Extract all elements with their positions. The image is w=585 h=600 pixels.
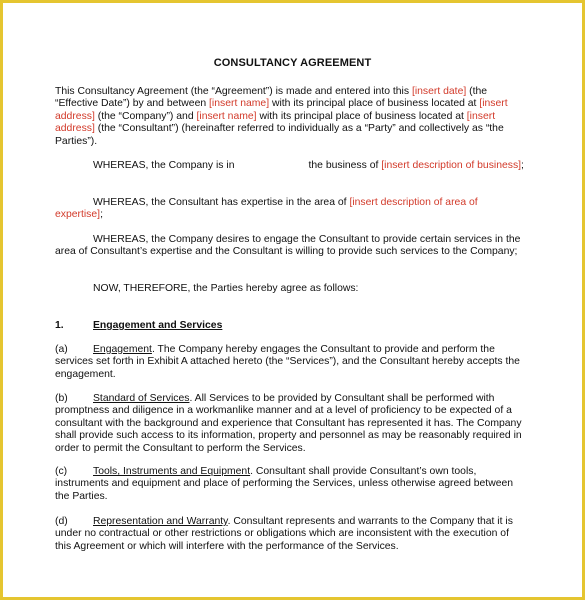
section-heading: Engagement and Services <box>93 320 223 331</box>
whereas2-text-1: WHEREAS, the Consultant has expertise in the area of <box>93 197 350 208</box>
intro-text-5: with its principal place of business located at <box>256 110 467 122</box>
placeholder-consultant-name: [insert name] <box>196 110 257 122</box>
document-title: CONSULTANCY AGREEMENT <box>213 57 372 69</box>
clause-title: Standard of Services <box>93 393 190 404</box>
intro-text-6: (the “Consultant”) (hereinafter referred to individually as a “Party” and collectively as “the Parties”). <box>55 123 504 147</box>
clause-title: Engagement <box>93 344 152 355</box>
section-number: 1. <box>55 320 64 331</box>
clause-b <box>55 393 525 455</box>
document-page <box>3 3 582 597</box>
clause-d <box>55 516 525 553</box>
whereas-business-paragraph <box>55 160 525 172</box>
intro-paragraph <box>55 86 525 148</box>
clause-a <box>55 344 525 381</box>
whereas1-text-3: ; <box>521 160 524 171</box>
intro-text-3: with its principal place of business located at <box>269 98 480 110</box>
whereas-engage-paragraph: WHEREAS, the Company desires to engage the Consultant to provide certain services in the area of Consultant’s expertise and the Consultant is willing to provide such services to the Company; <box>55 234 521 258</box>
intro-text-4: (the “Company”) and <box>94 110 197 122</box>
clause-text: . The Company hereby engages the Consultant to provide and perform the services set forth in Exhibit A attached hereto (the “Services”), and the Consultant hereby accepts the engagement. <box>55 344 520 380</box>
placeholder-date: [insert date] <box>411 86 467 97</box>
clause-text: . Consultant represents and warrants to the Company that it is under no contractual or other restrictions or obligations which are inconsistent with the execution of this Agreement or which will interfere with the performance of the Services. <box>55 516 513 552</box>
clause-label: (c) <box>55 466 68 477</box>
clause-c <box>55 466 525 503</box>
whereas2-text-2: ; <box>100 209 103 221</box>
clause-label: (b) <box>55 393 68 404</box>
intro-text-1: This Consultancy Agreement (the “Agreement”) is made and entered into this <box>55 86 412 97</box>
clause-label: (d) <box>55 516 68 527</box>
whereas-expertise-paragraph <box>55 197 525 222</box>
placeholder-expertise-description: [insert description of area of expertise] <box>55 197 478 221</box>
now-therefore-paragraph: NOW, THEREFORE, the Parties hereby agree as follows: <box>93 283 359 294</box>
clause-text: . All Services to be provided by Consultant shall be performed with promptness and diligence in a workmanlike manner and at a level of proficiency to be expected of a consultant with the background and experience that Consultant has represented it has. The Company shall provide such access to its information, property and personnel as may be reasonably required in order to permit the Consultant to perform the Services. <box>55 393 522 454</box>
whereas1-text-2: the business of <box>308 160 382 171</box>
whereas1-text-1: WHEREAS, the Company is in <box>93 160 235 171</box>
placeholder-consultant-address: [insert address] <box>55 110 496 135</box>
clause-text: . Consultant shall provide Consultant’s own tools, instruments and equipment and place of performing the Services, unless otherwise agreed between the Parties. <box>55 466 514 502</box>
placeholder-business-description: [insert description of business] <box>381 160 522 171</box>
placeholder-company-name: [insert name] <box>209 98 270 110</box>
placeholder-company-address: [insert address] <box>55 98 508 122</box>
clause-title: Representation and Warranty <box>93 516 228 527</box>
clause-label: (a) <box>55 344 68 355</box>
clause-title: Tools, Instruments and Equipment <box>93 466 251 477</box>
intro-text-2: (the “Effective Date”) by and between <box>55 86 488 110</box>
